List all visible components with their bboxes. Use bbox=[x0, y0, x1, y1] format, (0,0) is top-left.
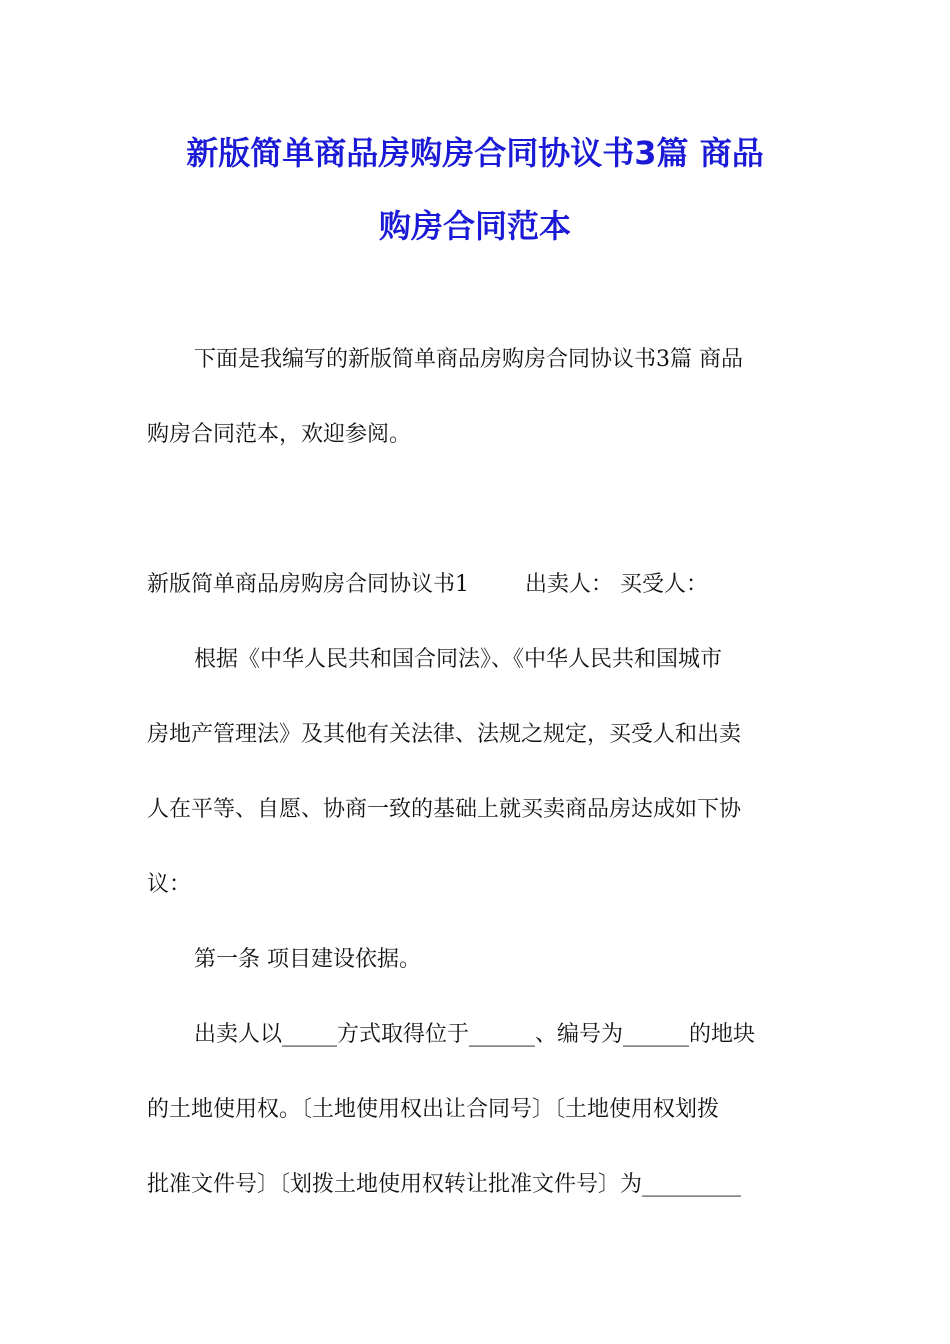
document-title-line-1: 新版简单商品房购房合同协议书3篇 商品 bbox=[186, 134, 764, 172]
contract-parties: 出卖人： 买受人： bbox=[525, 572, 708, 597]
article-title: 第一条 项目建设依据。 bbox=[194, 947, 421, 972]
paragraph-line: 房地产管理法》及其他有关法律、法规之规定，买受人和出卖 bbox=[147, 722, 742, 747]
article-line: 的土地使用权。〔土地使用权出让合同号〕〔土地使用权划拨 bbox=[147, 1097, 720, 1122]
intro-line-1: 下面是我编写的新版简单商品房购房合同协议书3篇 商品 bbox=[194, 347, 743, 372]
paragraph-line: 根据《中华人民共和国合同法》、《中华人民共和国城市 bbox=[194, 647, 723, 672]
article-line: 出卖人以_____方式取得位于______、编号为______的地块 bbox=[194, 1022, 756, 1047]
paragraph-line: 议： bbox=[147, 872, 192, 897]
contract-heading-line bbox=[147, 574, 708, 596]
contract-heading: 新版简单商品房购房合同协议书1 bbox=[147, 572, 469, 597]
article-line: 批准文件号〕〔划拨土地使用权转让批准文件号〕为_________ bbox=[147, 1172, 742, 1197]
intro-line-2: 购房合同范本，欢迎参阅。 bbox=[147, 422, 412, 447]
document-title-line-2: 购房合同范本 bbox=[378, 207, 571, 245]
paragraph-line: 人在平等、自愿、协商一致的基础上就买卖商品房达成如下协 bbox=[147, 797, 742, 822]
